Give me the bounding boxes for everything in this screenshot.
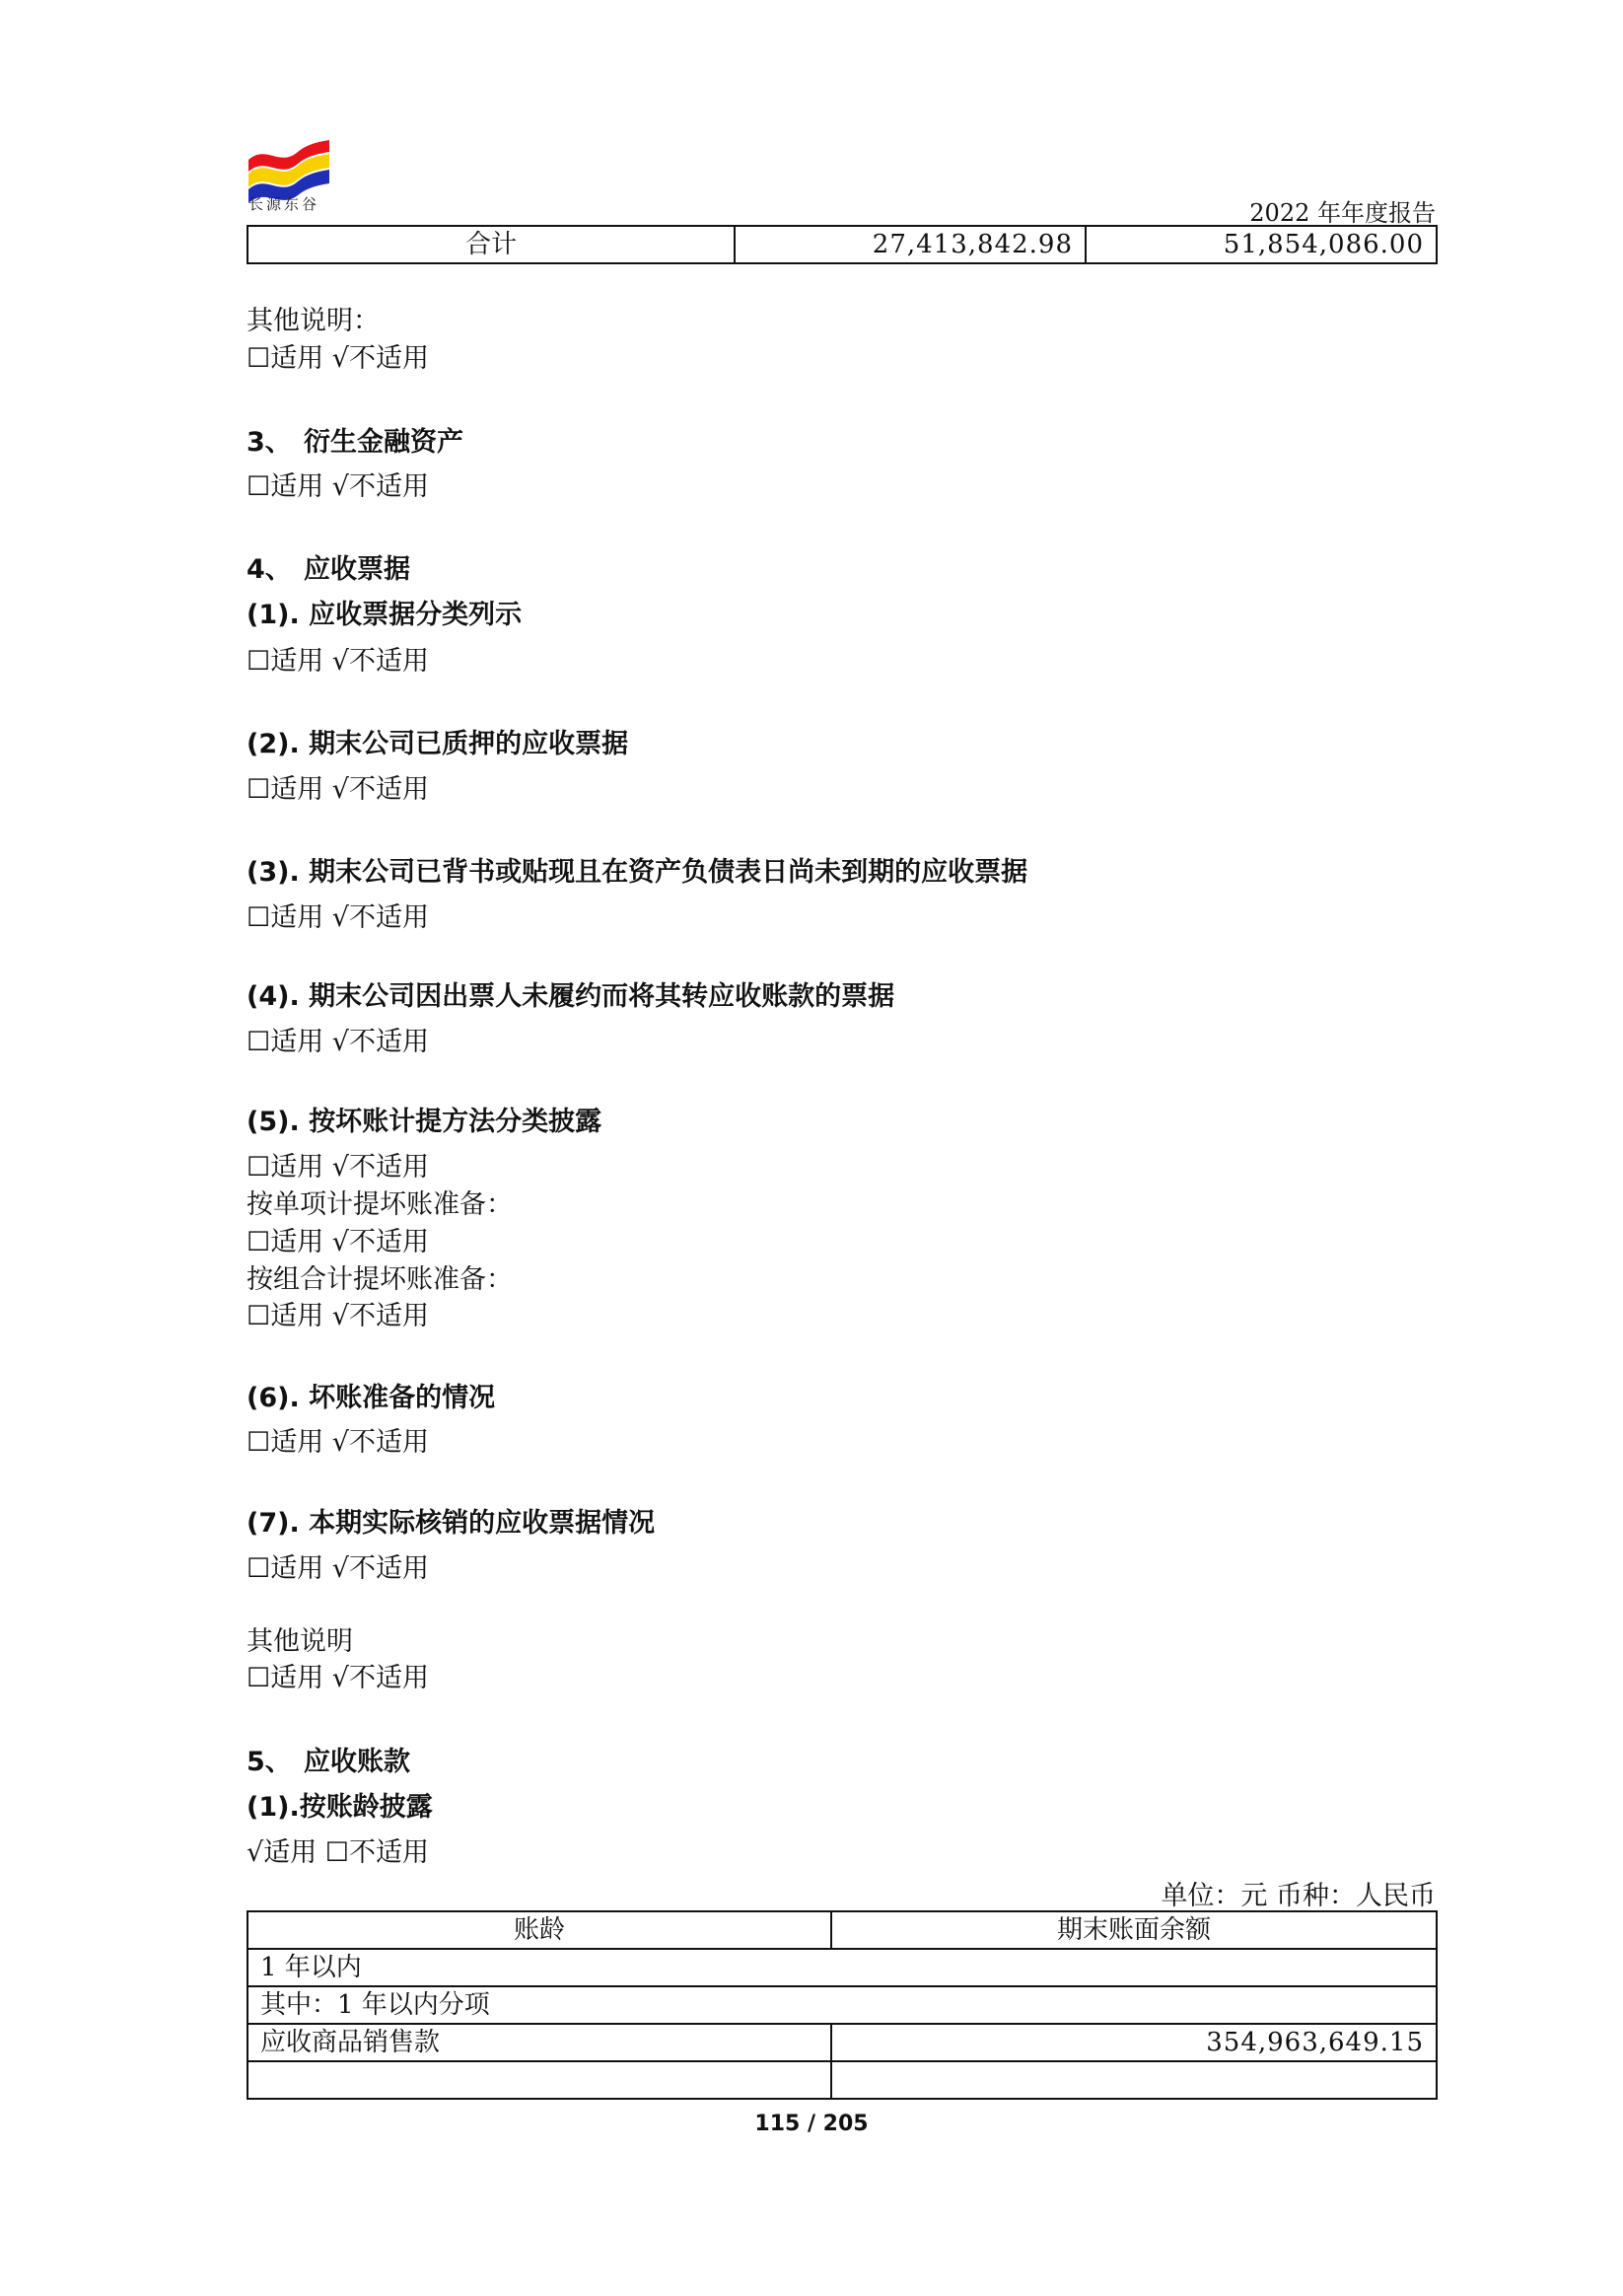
applicability-option: ☐适用 √不适用 bbox=[247, 774, 429, 805]
row-subitems: 其中：1 年以内分项 bbox=[247, 1986, 1437, 2024]
applicability-option: ☐适用 √不适用 bbox=[247, 902, 429, 933]
table-row bbox=[247, 2024, 1437, 2061]
subsection-heading: (3). 期末公司已背书或贴现且在资产负债表日尚未到期的应收票据 bbox=[247, 857, 1028, 888]
subsection-heading: (1).按账龄披露 bbox=[247, 1792, 433, 1823]
total-label: 合计 bbox=[247, 226, 735, 263]
table-row bbox=[247, 2061, 1437, 2099]
report-title: 2022 年年度报告 bbox=[1249, 199, 1436, 227]
table-header-row bbox=[247, 1911, 1437, 1949]
section-title: 应收账款 bbox=[304, 1747, 410, 1777]
page-number: 115 / 205 bbox=[754, 2112, 869, 2136]
applicability-option: √适用 ☐不适用 bbox=[247, 1837, 429, 1868]
section-number: 3、 bbox=[247, 427, 292, 458]
subsection-heading: (2). 期末公司已质押的应收票据 bbox=[247, 729, 629, 759]
row-within-one-year: 1 年以内 bbox=[247, 1949, 1437, 1986]
row-label-sales-receivable: 应收商品销售款 bbox=[247, 2024, 831, 2061]
summary-table bbox=[247, 225, 1438, 264]
subsection-heading: (5). 按坏账计提方法分类披露 bbox=[247, 1107, 602, 1137]
aging-table bbox=[247, 1910, 1438, 2100]
section-title: 应收票据 bbox=[304, 554, 410, 585]
applicability-option: ☐适用 √不适用 bbox=[247, 1027, 429, 1057]
section-heading-notes-receivable bbox=[247, 555, 410, 585]
portfolio-provision-label: 按组合计提坏账准备： bbox=[247, 1264, 513, 1295]
section-title: 衍生金融资产 bbox=[304, 427, 463, 458]
subsection-heading: (6). 坏账准备的情况 bbox=[247, 1383, 496, 1413]
column-header-balance: 期末账面余额 bbox=[831, 1911, 1437, 1949]
total-value-prior: 51,854,086.00 bbox=[1086, 226, 1437, 263]
table-row bbox=[247, 1986, 1437, 2024]
empty-cell bbox=[247, 2061, 831, 2099]
section-number: 5、 bbox=[247, 1747, 292, 1777]
applicability-option: ☐适用 √不适用 bbox=[247, 1663, 429, 1693]
applicability-option: ☐适用 √不适用 bbox=[247, 343, 429, 374]
applicability-option: ☐适用 √不适用 bbox=[247, 1152, 429, 1183]
subsection-heading: (4). 期末公司因出票人未履约而将其转应收账款的票据 bbox=[247, 981, 895, 1012]
applicability-option: ☐适用 √不适用 bbox=[247, 1301, 429, 1331]
row-value-sales-receivable: 354,963,649.15 bbox=[831, 2024, 1437, 2061]
unit-currency-line: 单位：元 币种：人民币 bbox=[1161, 1881, 1436, 1911]
applicability-option: ☐适用 √不适用 bbox=[247, 1227, 429, 1257]
single-item-provision-label: 按单项计提坏账准备： bbox=[247, 1189, 513, 1220]
logo-text: 长源东谷 bbox=[248, 195, 320, 213]
other-note-label: 其他说明 bbox=[247, 1626, 353, 1657]
subsection-heading: (7). 本期实际核销的应收票据情况 bbox=[247, 1508, 656, 1539]
column-header-aging: 账龄 bbox=[247, 1911, 831, 1949]
applicability-option: ☐适用 √不适用 bbox=[247, 646, 429, 677]
table-row bbox=[247, 1949, 1437, 1986]
applicability-option: ☐适用 √不适用 bbox=[247, 1427, 429, 1458]
section-number: 4、 bbox=[247, 554, 292, 585]
total-value-current: 27,413,842.98 bbox=[735, 226, 1086, 263]
section-heading-derivatives bbox=[247, 428, 463, 458]
applicability-option: ☐适用 √不适用 bbox=[247, 471, 429, 502]
table-row bbox=[247, 226, 1437, 263]
empty-cell bbox=[831, 2061, 1437, 2099]
section-heading-accounts-receivable bbox=[247, 1748, 410, 1777]
subsection-heading: (1). 应收票据分类列示 bbox=[247, 600, 523, 630]
other-note-label: 其他说明： bbox=[247, 306, 380, 336]
applicability-option: ☐适用 √不适用 bbox=[247, 1553, 429, 1584]
